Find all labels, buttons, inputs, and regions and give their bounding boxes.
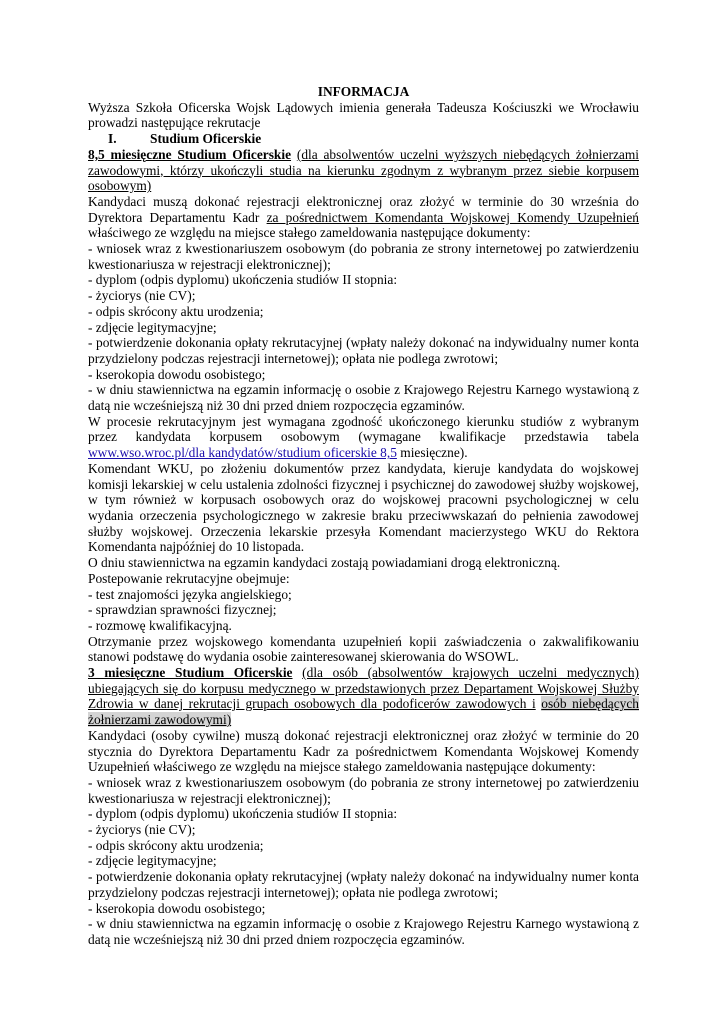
course-1-procedure-item: - sprawdzian sprawności fizycznej;	[88, 602, 277, 618]
course-1-registration	[88, 194, 639, 241]
course-1-description: (dla absolwentów uczelni wyższych niebędących żołnierzami zawodowymi, którzy ukończyli studia na kierunku zgodnym z wybranym przez siebie korpusem osobowym)	[88, 146, 639, 194]
course-1-registration-b: za pośrednictwem Komendanta Wojskowej Komendy Uzupełnień	[266, 209, 640, 225]
course-1-doc-item: - w dniu stawiennictwa na egzamin informację o osobie z Krajowego Rejestru Karnego wystawioną z datą nie wcześniejszą niż 30 dni przed dniem rozpoczęcia egzaminów.	[88, 382, 639, 414]
course-1-doc-item: - potwierdzenie dokonania opłaty rekrutacyjnej (wpłaty należy dokonać na indywidualny numer konta przydzielony podczas rejestracji internetowej); opłata nie podlega zwrotowi;	[88, 335, 639, 366]
course-2-registration: Kandydaci (osoby cywilne) muszą dokonać rejestracji elektronicznej oraz złożyć w terminie do 20 stycznia do Dyrektora Departamentu Kadr za pośrednictwem Komendanta Wojskowej Komendy Uzupełnień właściwego ze względu na miejsce stałego zameldowania następujące dokumenty:	[88, 727, 639, 775]
course-1-doc-item: - kserokopia dowodu osobistego;	[88, 366, 266, 382]
course-2-description-highlighted: osób niebędących żołnierzami zawodowymi)	[88, 696, 639, 728]
course-1-procedure-item: - rozmowę kwalifikacyjną.	[88, 617, 232, 633]
section-title: Studium Oficerskie	[150, 131, 262, 147]
course-1-doc-item: - wniosek wraz z kwestionariuszem osobowym (do pobrania ze strony internetowej po zatwierdzeniu kwestionariusza w rejestracji elektronicznej);	[88, 241, 639, 272]
intro-paragraph: Wyższa Szkoła Oficerska Wojsk Lądowych imienia generała Tadeusza Kościuszki we Wrocławiu prowadzi następujące rekrutacje	[88, 99, 639, 131]
course-2-description: (dla osób (absolwentów krajowych uczelni medycznych) ubiegających się do korpusu medycznego w przedstawionych przez Departament Wojskowej Służby Zdrowia w danej rekrutacji grupach osobowych dla podoficerów zawodowych i	[88, 665, 639, 712]
course-1-heading-paragraph	[88, 147, 639, 194]
course-2-doc-item: - potwierdzenie dokonania opłaty rekrutacyjnej (wpłaty należy dokonać na indywidualny numer konta przydzielony podczas rejestracji internetowej); opłata nie podlega zwrotowi;	[88, 869, 639, 900]
course-1-registration-c: właściwego ze względu na miejsce stałego zameldowania następujące dokumenty:	[88, 225, 531, 241]
document-title: INFORMACJA	[317, 84, 410, 99]
course-1-final-paragraph: Otrzymanie przez wojskowego komendanta uzupełnień kopii zaświadczenia o zakwalifikowaniu stanowi podstawę do wydania osobie zainteresowanej skierowania do WSOWL.	[88, 633, 639, 665]
section-number: I.	[108, 131, 117, 147]
course-2-doc-item: - kserokopia dowodu osobistego;	[88, 900, 266, 916]
course-1-wku-paragraph: Komendant WKU, po złożeniu dokumentów przez kandydata, kieruje kandydata do wojskowej komisji lekarskiej w celu ustalenia zdolności fizycznej i psychicznej do zawodowej służby wojskowej, w tym również w korpusach osobowych oraz do wojskowej pracowni psychologicznej w celu wydania orzeczenia psychologicznego w zakresie braku przeciwwskazań do pełnienia zawodowej służby wojskowej. Orzeczenia lekarskie przesyła Komendant macierzystego WKU do Rektora Komendanta najpóźniej do 10 listopada.	[88, 460, 639, 555]
course-1-procedure-title: Postepowanie rekrutacyjne obejmuje:	[88, 570, 290, 586]
document-page	[88, 84, 639, 948]
course-1-doc-item: - odpis skrócony aktu urodzenia;	[88, 303, 264, 319]
course-1-registration-a: Kandydaci muszą dokonać rejestracji elektronicznej oraz złożyć w terminie do 30 września do Dyrektora Departamentu Kadr	[88, 193, 639, 225]
course-1-doc-item: - zdjęcie legitymacyjne;	[88, 319, 217, 335]
section-heading	[88, 131, 639, 147]
course-1-notify-paragraph: O dniu stawiennictwa na egzamin kandydaci zostają powiadamiani drogą elektroniczną.	[88, 555, 561, 571]
course-1-doc-item: - dyplom (odpis dyplomu) ukończenia studiów II stopnia:	[88, 272, 398, 288]
course-1-procedure-item: - test znajomości języka angielskiego;	[88, 586, 292, 602]
course-2-doc-item: - dyplom (odpis dyplomu) ukończenia studiów II stopnia:	[88, 806, 398, 822]
course-2-heading: 3 miesięczne Studium Oficerskie	[88, 665, 293, 681]
course-2-heading-paragraph	[88, 665, 639, 728]
course-2-doc-item: - wniosek wraz z kwestionariuszem osobowym (do pobrania ze strony internetowej po zatwierdzeniu kwestionariusza w rejestracji elektronicznej);	[88, 774, 639, 806]
course-1-heading: 8,5 miesięczne Studium Oficerskie	[88, 146, 292, 162]
course-2-doc-item: - życiorys (nie CV);	[88, 822, 196, 838]
course-2-doc-item: - w dniu stawiennictwa na egzamin informację o osobie z Krajowego Rejestru Karnego wystawioną z datą nie wcześniejszą niż 30 dni przed dniem rozpoczęcia egzaminów.	[88, 916, 639, 947]
course-1-process-text-end: miesięczne).	[400, 445, 468, 461]
course-1-doc-item: - życiorys (nie CV);	[88, 288, 196, 304]
qualifications-table-link[interactable]: www.wso.wroc.pl/dla kandydatów/studium oficerskie 8,5	[88, 445, 397, 461]
course-1-process-paragraph	[88, 414, 639, 461]
course-2-doc-item: - odpis skrócony aktu urodzenia;	[88, 837, 264, 853]
course-1-process-text: W procesie rekrutacyjnym jest wymagana zgodność ukończonego kierunku studiów z wybranym przez kandydata korpusem osobowym (wymagane kwalifikacje przedstawia tabela	[88, 413, 639, 445]
course-2-doc-item: - zdjęcie legitymacyjne;	[88, 853, 217, 869]
